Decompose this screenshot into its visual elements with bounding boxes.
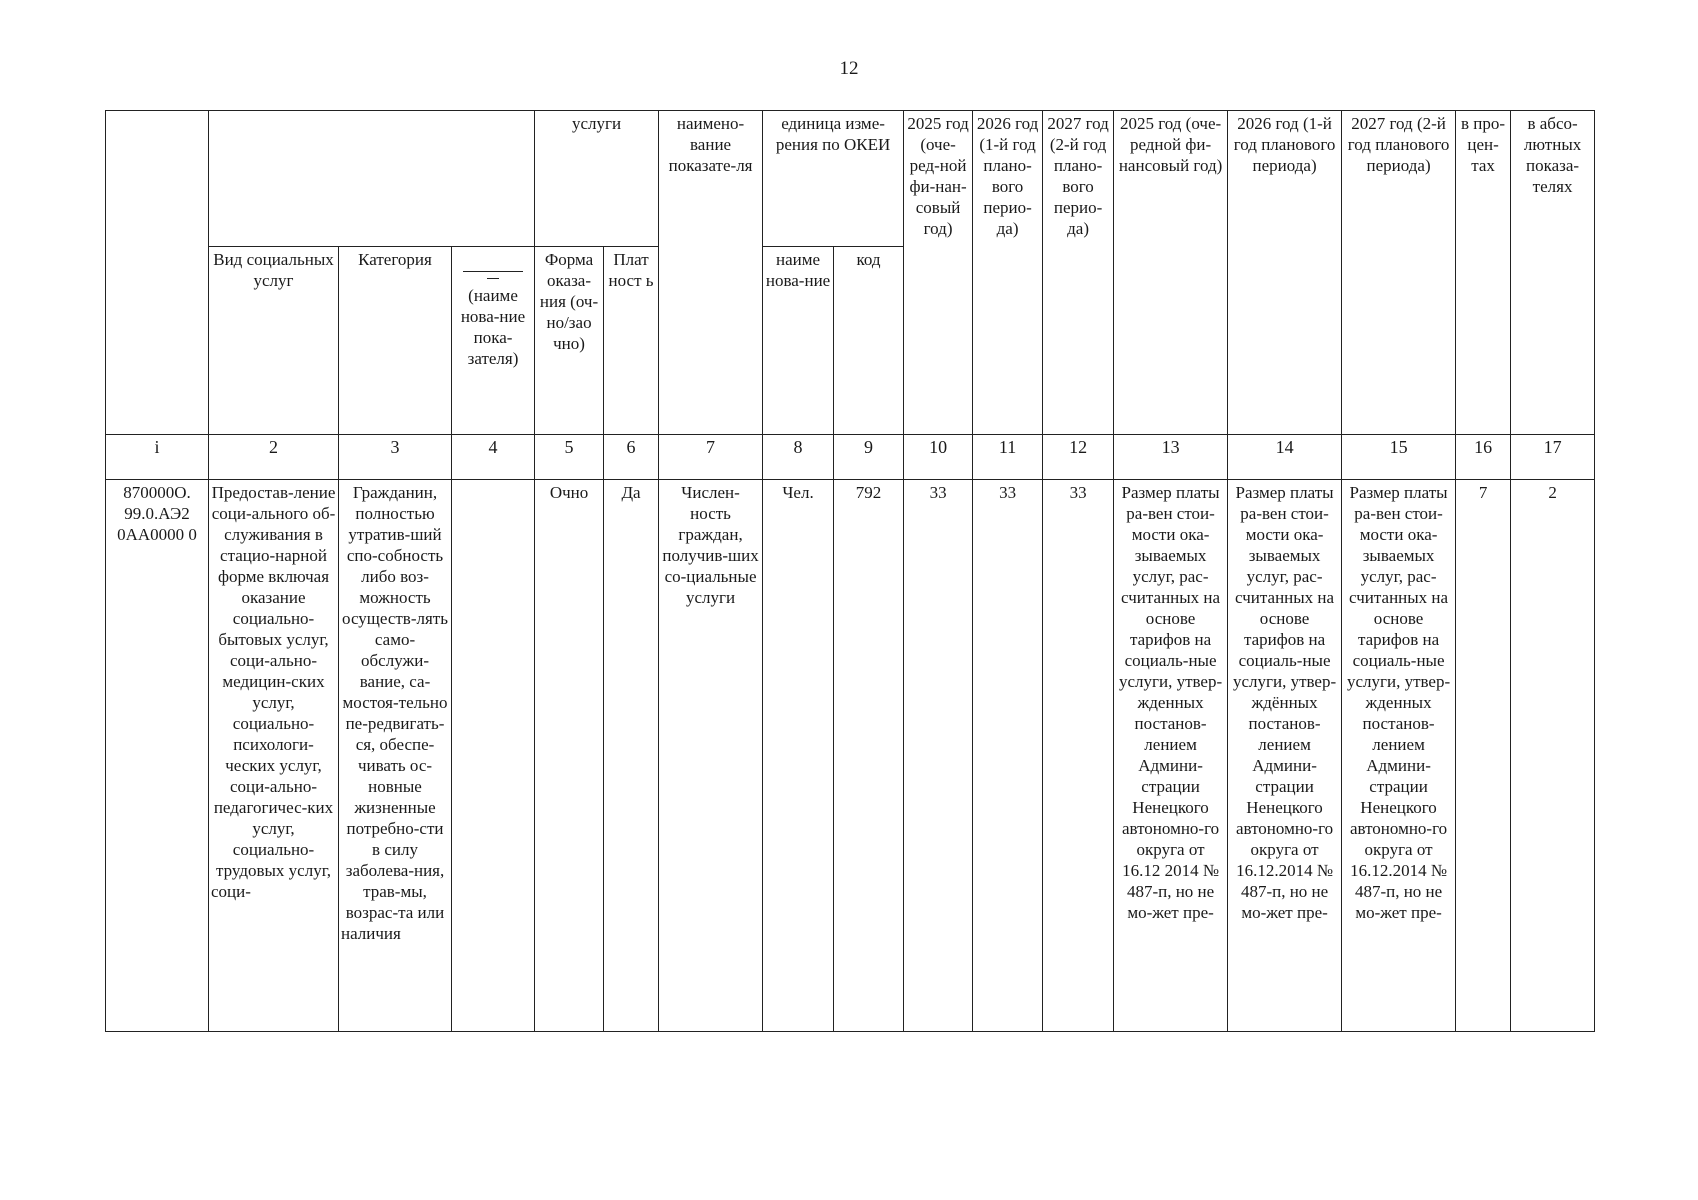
column-number: 16	[1456, 435, 1511, 480]
absolute-cell: 2	[1511, 480, 1595, 1032]
form-cell: Очно	[535, 480, 604, 1032]
header-col4-rule	[463, 271, 523, 272]
column-number: 4	[452, 435, 535, 480]
header-col4-label: (наиме нова-ние пока-зателя)	[460, 286, 526, 368]
header-form: Форма оказа-ния (оч-но/зао чно)	[535, 247, 604, 435]
header-fee-2026: 2026 год (1-й год планового периода)	[1228, 111, 1342, 435]
header-year-2027: 2027 год (2-й год плано-вого перио-да)	[1043, 111, 1114, 435]
column-number: 14	[1228, 435, 1342, 480]
column-number: 17	[1511, 435, 1595, 480]
column-number: 12	[1043, 435, 1114, 480]
fee-2026-cell: Размер платы ра-вен стои-мости ока-зываемых услуг, рас-считанных на основе тарифов на социаль-ные услуги, утвер-ждённых постанов-лением Админи-страции Ненецкого автономно-го округа от 16.12.2014 № 487-п, но не мо-жет пре-	[1228, 480, 1342, 1032]
column-number: 10	[904, 435, 973, 480]
header-empty-block	[209, 111, 535, 247]
indicator-cell: Числен-ность граждан, получив-ших со-циальные услуги	[659, 480, 763, 1032]
header-percent: в про-цен-тах	[1456, 111, 1511, 435]
column-number: 11	[973, 435, 1043, 480]
header-year-2025: 2025 год (оче-ред-ной фи-нан-совый год)	[904, 111, 973, 435]
header-absolute: в абсо-лютных показа-телях	[1511, 111, 1595, 435]
header-okei-unit: единица изме-рения по ОКЕИ	[763, 111, 904, 247]
column-number: 6	[604, 435, 659, 480]
unit-code-cell: 792	[834, 480, 904, 1032]
header-fee-2027: 2027 год (2-й год планового периода)	[1342, 111, 1456, 435]
column-number: i	[106, 435, 209, 480]
column-number: 8	[763, 435, 834, 480]
page-number: 12	[839, 58, 859, 79]
column-number: 13	[1114, 435, 1228, 480]
column-number: 2	[209, 435, 339, 480]
header-year-2026: 2026 год (1-й год плано-вого перио-да)	[973, 111, 1043, 435]
header-service-type: Вид социальных услуг	[209, 247, 339, 435]
column-number: 7	[659, 435, 763, 480]
value-2025-cell: 33	[904, 480, 973, 1032]
column-number: 9	[834, 435, 904, 480]
header-paid: Плат ност ь	[604, 247, 659, 435]
header-empty-col1	[106, 111, 209, 435]
header-indicator-name: наимено-вание показате-ля	[659, 111, 763, 435]
col4-cell	[452, 480, 535, 1032]
header-col4-rule-short	[487, 278, 499, 279]
value-2026-cell: 33	[973, 480, 1043, 1032]
header-category: Категория	[339, 247, 452, 435]
percent-cell: 7	[1456, 480, 1511, 1032]
registry-code: 870000О. 99.0.АЭ2 0АА0000 0	[106, 480, 209, 1032]
unit-name-cell: Чел.	[763, 480, 834, 1032]
table-row	[106, 480, 1595, 1032]
column-number-row	[106, 435, 1595, 480]
column-number: 3	[339, 435, 452, 480]
service-type-cell: Предостав-ление соци-ального об-служивания в стацио-нарной форме включая оказание социально-бытовых услуг, соци-ально-медицин-ских услуг, социально-психологи-ческих услуг, соци-ально-педагогичес-ких услуг, социально-трудовых услуг, соци-	[209, 480, 339, 1032]
column-number: 5	[535, 435, 604, 480]
header-okei-code: код	[834, 247, 904, 435]
column-number: 15	[1342, 435, 1456, 480]
header-fee-2025: 2025 год (оче-редной фи-нансовый год)	[1114, 111, 1228, 435]
paid-cell: Да	[604, 480, 659, 1032]
header-col4	[452, 247, 535, 435]
fee-2027-cell: Размер платы ра-вен стои-мости ока-зываемых услуг, рас-считанных на основе тарифов на социаль-ные услуги, утвер-жденных постанов-лением Админи-страции Ненецкого автономно-го округа от 16.12.2014 № 487-п, но не мо-жет пре-	[1342, 480, 1456, 1032]
value-2027-cell: 33	[1043, 480, 1114, 1032]
indicators-table	[105, 110, 1595, 1032]
fee-2025-cell: Размер платы ра-вен стои-мости ока-зываемых услуг, рас-считанных на основе тарифов на социаль-ные услуги, утвер-жденных постанов-лением Админи-страции Ненецкого автономно-го округа от 16.12 2014 № 487-п, но не мо-жет пре-	[1114, 480, 1228, 1032]
header-uslugi: услуги	[535, 111, 659, 247]
header-okei-name: наиме нова-ние	[763, 247, 834, 435]
category-cell: Гражданин, полностью утратив-ший спо-собность либо воз-можность осуществ-лять само-обслужи-вание, са-мостоя-тельно пе-редвигать-ся, обеспе-чивать ос-новные жизненные потребно-сти в силу заболева-ния, трав-мы, возрас-та или наличия	[339, 480, 452, 1032]
